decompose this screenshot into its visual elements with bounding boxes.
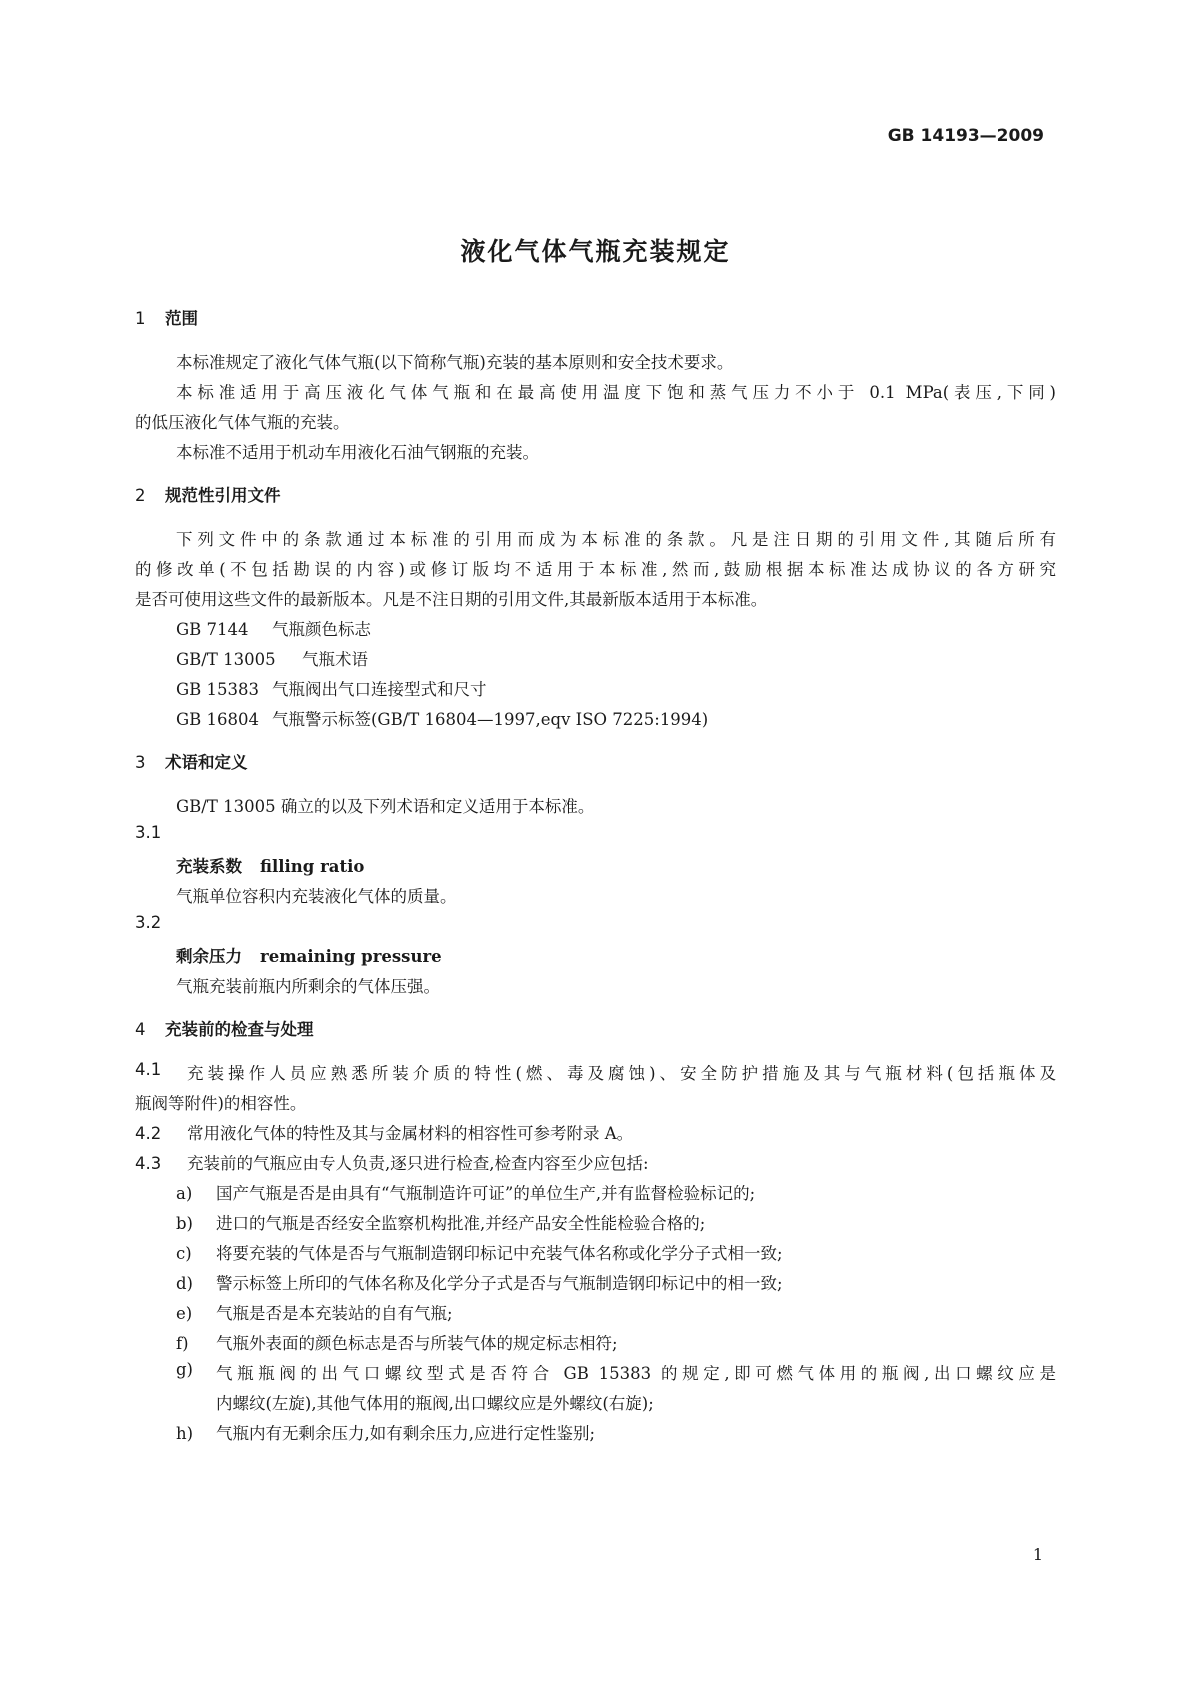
section-3-title: 术语和定义: [165, 753, 248, 772]
list-item-label: c): [176, 1244, 192, 1263]
list-item: [176, 1330, 618, 1354]
reference-code: GB/T 13005: [176, 650, 276, 669]
list-item: [176, 1360, 1056, 1384]
section-3-paragraph: GB/T 13005 确立的以及下列术语和定义适用于本标准。: [176, 797, 595, 816]
list-item-text: 国产气瓶是否是由具有“气瓶制造许可证”的单位生产,并有监督检验标记的;: [216, 1184, 756, 1203]
list-item-text-cont: 内螺纹(左旋),其他气体用的瓶阀,出口螺纹应是外螺纹(右旋);: [216, 1394, 654, 1413]
section-4-number: 4: [135, 1020, 146, 1039]
section-1-paragraph-2-cont: 的低压液化气体气瓶的充装。: [135, 413, 350, 432]
list-item-text: 进口的气瓶是否经安全监察机构批准,并经产品安全性能检验合格的;: [216, 1214, 706, 1233]
section-2-paragraph-line-2: 的修改单(不包括勘误的内容)或修订版均不适用于本标准,然而,鼓励根据本标准达成协议的各方研究: [135, 560, 1056, 579]
section-1-paragraph-2: 本标准适用于高压液化气体气瓶和在最高使用温度下饱和蒸气压力不小于 0.1 MPa(表压,下同): [176, 383, 1056, 402]
list-item-label: e): [176, 1304, 193, 1323]
document-title: 液化气体气瓶充装规定: [460, 237, 731, 266]
reference-item: [176, 676, 487, 700]
list-item: [176, 1420, 595, 1444]
term-number: 3.2: [135, 913, 162, 932]
reference-title: 气瓶警示标签(GB/T 16804—1997,eqv ISO 7225:1994): [272, 710, 709, 729]
section-2-number: 2: [135, 486, 146, 505]
reference-code: GB 15383: [176, 680, 260, 699]
section-3-heading: [135, 749, 248, 773]
list-item: [176, 1210, 705, 1234]
list-item-label: g): [176, 1360, 193, 1379]
clause-4-1: [135, 1060, 1056, 1084]
reference-code: GB 7144: [176, 620, 249, 639]
reference-item: [176, 646, 368, 670]
clause-number: 4.3: [135, 1154, 162, 1173]
list-item-text: 将要充装的气体是否与气瓶制造钢印标记中充装气体名称或化学分子式相一致;: [216, 1244, 783, 1263]
reference-item: [176, 616, 371, 640]
term-number: 3.1: [135, 823, 162, 842]
clause-text: 常用液化气体的特性及其与金属材料的相容性可参考附录 A。: [187, 1124, 634, 1143]
list-item: [176, 1270, 783, 1294]
section-2-title: 规范性引用文件: [165, 486, 281, 505]
clause-4-2: [135, 1120, 633, 1144]
section-1-title: 范围: [165, 309, 198, 328]
clause-4-1-cont: 瓶阀等附件)的相容性。: [135, 1094, 307, 1113]
term-name: [176, 943, 442, 967]
section-1-number: 1: [135, 309, 146, 328]
list-item-text: 警示标签上所印的气体名称及化学分子式是否与气瓶制造钢印标记中的相一致;: [216, 1274, 783, 1293]
section-2-paragraph-line-3: 是否可使用这些文件的最新版本。凡是不注日期的引用文件,其最新版本适用于本标准。: [135, 590, 768, 609]
section-2-heading: [135, 482, 281, 506]
list-item-label: f): [176, 1334, 189, 1353]
section-1-heading: [135, 305, 198, 329]
list-item-text: 气瓶瓶阀的出气口螺纹型式是否符合 GB 15383 的规定,即可燃气体用的瓶阀,出口螺纹应是: [216, 1364, 1056, 1383]
clause-number: 4.1: [135, 1060, 162, 1079]
clause-text: 充装操作人员应熟悉所装介质的特性(燃、毒及腐蚀)、安全防护措施及其与气瓶材料(包括瓶体及: [187, 1064, 1056, 1083]
term-name-en: filling ratio: [260, 857, 365, 876]
list-item: [176, 1240, 783, 1264]
reference-title: 气瓶术语: [302, 650, 368, 669]
section-4-heading: [135, 1016, 314, 1040]
section-3-number: 3: [135, 753, 146, 772]
section-4-title: 充装前的检查与处理: [165, 1020, 314, 1039]
list-item-text: 气瓶内有无剩余压力,如有剩余压力,应进行定性鉴别;: [216, 1424, 596, 1443]
reference-item: [176, 706, 708, 730]
standard-code: GB 14193—2009: [887, 126, 1044, 146]
section-1-paragraph-1: 本标准规定了液化气体气瓶(以下简称气瓶)充装的基本原则和安全技术要求。: [176, 353, 734, 372]
clause-number: 4.2: [135, 1124, 162, 1143]
term-definition: 气瓶单位容积内充装液化气体的质量。: [176, 887, 457, 906]
term-name-en: remaining pressure: [260, 947, 442, 966]
section-1-paragraph-3: 本标准不适用于机动车用液化石油气钢瓶的充装。: [176, 443, 539, 462]
list-item: [176, 1300, 453, 1324]
list-item-label: d): [176, 1274, 193, 1293]
list-item-text: 气瓶是否是本充装站的自有气瓶;: [216, 1304, 453, 1323]
list-item-label: b): [176, 1214, 193, 1233]
clause-4-3: [135, 1150, 649, 1174]
reference-code: GB 16804: [176, 710, 260, 729]
term-definition: 气瓶充装前瓶内所剩余的气体压强。: [176, 977, 440, 996]
list-item-label: h): [176, 1424, 194, 1443]
page-number: 1: [1032, 1545, 1043, 1564]
term-name: [176, 853, 364, 877]
reference-title: 气瓶阀出气口连接型式和尺寸: [272, 680, 487, 699]
list-item-label: a): [176, 1184, 193, 1203]
term-name-zh: 充装系数: [176, 857, 242, 876]
list-item-text: 气瓶外表面的颜色标志是否与所装气体的规定标志相符;: [216, 1334, 618, 1353]
clause-text: 充装前的气瓶应由专人负责,逐只进行检查,检查内容至少应包括:: [187, 1154, 649, 1173]
section-2-paragraph-line-1: 下列文件中的条款通过本标准的引用而成为本标准的条款。凡是注日期的引用文件,其随后所有: [176, 530, 1056, 549]
reference-title: 气瓶颜色标志: [272, 620, 371, 639]
list-item: [176, 1180, 755, 1204]
term-name-zh: 剩余压力: [176, 947, 242, 966]
